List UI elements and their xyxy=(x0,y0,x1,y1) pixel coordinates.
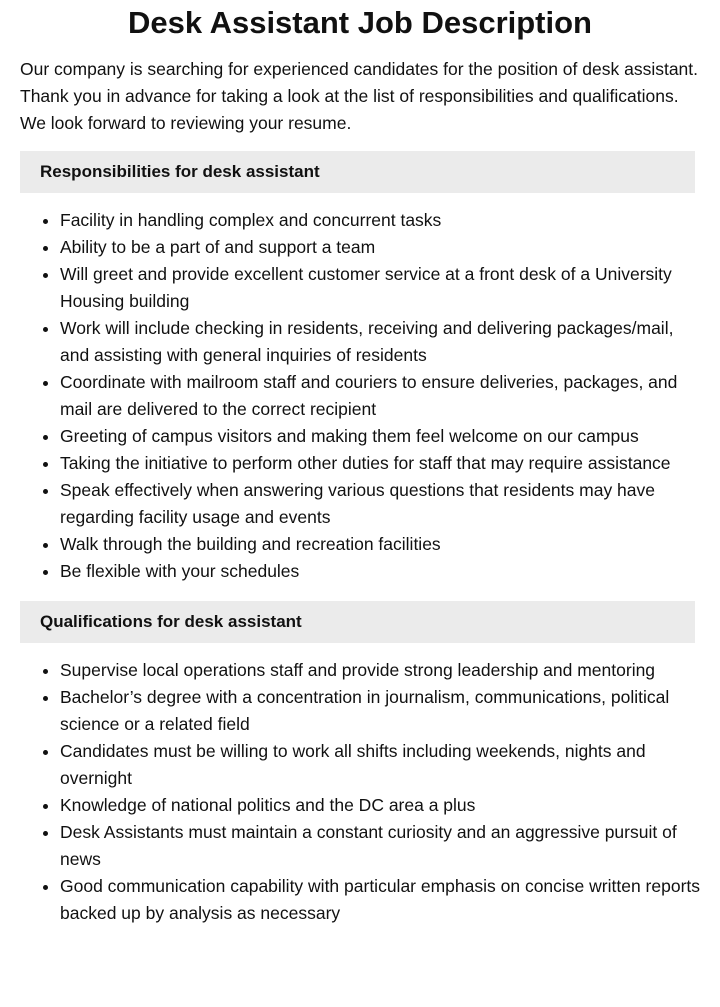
responsibilities-list xyxy=(0,207,700,585)
qualifications-heading: Qualifications for desk assistant xyxy=(20,601,695,643)
list-item: • Coordinate with mailroom staff and couriers to ensure deliveries, packages, and mail are delivered to the correct recipient xyxy=(60,369,700,423)
list-item: • Knowledge of national politics and the DC area a plus xyxy=(60,792,700,819)
page-title: Desk Assistant Job Description xyxy=(128,5,592,40)
list-item: • Greeting of campus visitors and making them feel welcome on our campus xyxy=(60,423,700,450)
responsibilities-heading: Responsibilities for desk assistant xyxy=(20,151,695,193)
list-item: • Work will include checking in residents, receiving and delivering packages/mail, and assisting with general inquiries of residents xyxy=(60,315,700,369)
list-item: • Facility in handling complex and concurrent tasks xyxy=(60,207,700,234)
list-item: • Supervise local operations staff and provide strong leadership and mentoring xyxy=(60,657,700,684)
list-item: • Be flexible with your schedules xyxy=(60,558,700,585)
list-item: • Taking the initiative to perform other duties for staff that may require assistance xyxy=(60,450,700,477)
list-item: • Candidates must be willing to work all shifts including weekends, nights and overnight xyxy=(60,738,700,792)
list-item: • Will greet and provide excellent customer service at a front desk of a University Housing building xyxy=(60,261,700,315)
list-item: • Good communication capability with particular emphasis on concise written reports backed up by analysis as necessary xyxy=(60,873,700,927)
list-item: • Speak effectively when answering various questions that residents may have regarding facility usage and events xyxy=(60,477,700,531)
list-item: • Ability to be a part of and support a team xyxy=(60,234,700,261)
qualifications-list xyxy=(0,657,700,927)
intro-paragraph: Our company is searching for experienced candidates for the position of desk assistant. Thank you in advance for taking a look at the list of responsibilities and qualifications. We look forward to reviewing your resume. xyxy=(20,59,699,133)
list-item: • Desk Assistants must maintain a constant curiosity and an aggressive pursuit of news xyxy=(60,819,700,873)
list-item: • Bachelor’s degree with a concentration in journalism, communications, political science or a related field xyxy=(60,684,700,738)
list-item: • Walk through the building and recreation facilities xyxy=(60,531,700,558)
